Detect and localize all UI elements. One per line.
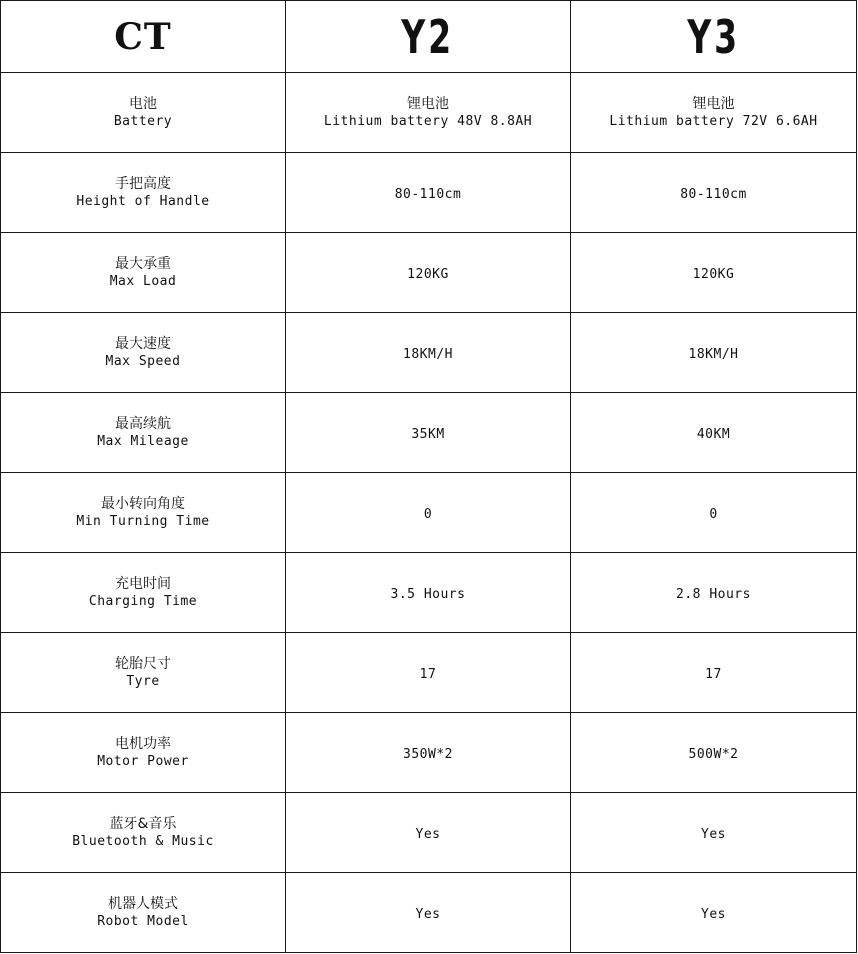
spec-value-zh: 锂电池 bbox=[407, 95, 449, 112]
spec-value-y3 bbox=[571, 633, 857, 713]
spec-value-text: Yes bbox=[701, 907, 726, 922]
spec-value-text: 2.8 Hours bbox=[676, 587, 751, 602]
model-cell-y2 bbox=[286, 1, 571, 73]
spec-value-y3 bbox=[571, 153, 857, 233]
spec-row-max-mileage bbox=[1, 393, 857, 473]
spec-value-y3 bbox=[571, 713, 857, 793]
spec-label-en: Bluetooth & Music bbox=[72, 833, 214, 849]
spec-value-y2 bbox=[286, 473, 571, 553]
spec-value-text: 80-110cm bbox=[394, 187, 462, 202]
brand-cell bbox=[1, 1, 286, 73]
brand-logo-text: CT bbox=[114, 15, 172, 58]
spec-value-text: Yes bbox=[701, 827, 726, 842]
spec-label-cell bbox=[1, 473, 286, 553]
spec-value-y2 bbox=[286, 553, 571, 633]
spec-value-text: 0 bbox=[709, 507, 718, 522]
spec-label-zh: 机器人模式 bbox=[108, 895, 178, 912]
spec-row-bluetooth-music bbox=[1, 793, 857, 873]
spec-value-text: 17 bbox=[419, 667, 437, 682]
spec-value-text: 120KG bbox=[692, 267, 735, 282]
spec-value-y3 bbox=[571, 873, 857, 953]
spec-value-text: 3.5 Hours bbox=[390, 587, 466, 602]
spec-value-y3 bbox=[571, 313, 857, 393]
spec-label-en: Battery bbox=[113, 113, 173, 129]
spec-value-y3 bbox=[571, 233, 857, 313]
spec-value-y3 bbox=[571, 393, 857, 473]
spec-label-en: Tyre bbox=[126, 673, 160, 689]
spec-label-zh: 最大承重 bbox=[115, 255, 171, 272]
spec-value-text: 18KM/H bbox=[403, 347, 453, 362]
spec-value-y2 bbox=[286, 153, 571, 233]
spec-label-en: Charging Time bbox=[88, 593, 198, 609]
spec-label-cell bbox=[1, 793, 286, 873]
spec-label-zh: 电池 bbox=[129, 95, 157, 112]
spec-label-zh: 蓝牙&音乐 bbox=[109, 815, 177, 832]
spec-label-zh: 最小转向角度 bbox=[101, 495, 185, 512]
spec-value-y3 bbox=[571, 793, 857, 873]
spec-label-cell bbox=[1, 553, 286, 633]
spec-value-y2 bbox=[286, 873, 571, 953]
spec-label-cell bbox=[1, 233, 286, 313]
spec-row-motor-power bbox=[1, 713, 857, 793]
header-row bbox=[1, 1, 857, 73]
spec-row-max-load bbox=[1, 233, 857, 313]
spec-label-cell bbox=[1, 393, 286, 473]
spec-label-en: Motor Power bbox=[97, 753, 189, 769]
spec-value-en: Lithium battery 48V 8.8AH bbox=[323, 113, 533, 129]
spec-value-text: 40KM bbox=[696, 427, 731, 442]
spec-value-y2 bbox=[286, 713, 571, 793]
model-cell-y3 bbox=[571, 1, 857, 73]
spec-value-en: Lithium battery 72V 6.6AH bbox=[609, 113, 818, 129]
spec-value-text: Yes bbox=[415, 907, 441, 922]
spec-label-zh: 电机功率 bbox=[115, 735, 171, 752]
spec-row-min-turning bbox=[1, 473, 857, 553]
spec-value-y2 bbox=[286, 393, 571, 473]
spec-label-cell bbox=[1, 73, 286, 153]
spec-label-zh: 手把高度 bbox=[115, 175, 171, 192]
model-title-y3: Y3 bbox=[687, 9, 740, 64]
spec-value-text: 0 bbox=[423, 507, 433, 522]
spec-value-y2 bbox=[286, 233, 571, 313]
spec-value-text: Yes bbox=[415, 827, 441, 842]
spec-label-en: Min Turning Time bbox=[76, 513, 210, 529]
spec-value-text: 120KG bbox=[407, 267, 449, 282]
spec-value-text: 80-110cm bbox=[680, 187, 747, 202]
spec-label-cell bbox=[1, 713, 286, 793]
spec-value-y3 bbox=[571, 553, 857, 633]
spec-value-text: 18KM/H bbox=[688, 347, 739, 362]
spec-value-y2 bbox=[286, 633, 571, 713]
spec-value-text: 500W*2 bbox=[688, 747, 739, 762]
spec-value-zh: 锂电池 bbox=[692, 95, 735, 112]
spec-value-text: 17 bbox=[705, 667, 722, 682]
model-title-y2: Y2 bbox=[401, 9, 455, 64]
spec-value-y3 bbox=[571, 73, 857, 153]
spec-label-cell bbox=[1, 873, 286, 953]
spec-value-text: 35KM bbox=[411, 427, 445, 442]
spec-label-en: Robot Model bbox=[97, 913, 189, 929]
spec-row-max-speed bbox=[1, 313, 857, 393]
spec-value-y2 bbox=[286, 73, 571, 153]
spec-label-cell bbox=[1, 313, 286, 393]
spec-value-y2 bbox=[286, 793, 571, 873]
spec-value-y3 bbox=[571, 473, 857, 553]
spec-label-en: Height of Handle bbox=[76, 193, 210, 209]
spec-label-en: Max Mileage bbox=[97, 433, 189, 449]
spec-row-robot-model bbox=[1, 873, 857, 953]
spec-label-zh: 轮胎尺寸 bbox=[115, 655, 171, 672]
spec-label-en: Max Speed bbox=[105, 353, 181, 369]
spec-value-y2 bbox=[286, 313, 571, 393]
spec-row-tyre bbox=[1, 633, 857, 713]
spec-value-text: 350W*2 bbox=[403, 747, 453, 762]
spec-label-cell bbox=[1, 153, 286, 233]
spec-row-handle-height bbox=[1, 153, 857, 233]
spec-label-zh: 充电时间 bbox=[115, 575, 171, 592]
spec-label-zh: 最大速度 bbox=[115, 335, 171, 352]
spec-label-en: Max Load bbox=[109, 273, 177, 289]
spec-label-cell bbox=[1, 633, 286, 713]
spec-row-charging-time bbox=[1, 553, 857, 633]
spec-label-zh: 最高续航 bbox=[115, 415, 171, 432]
spec-row-battery bbox=[1, 73, 857, 153]
